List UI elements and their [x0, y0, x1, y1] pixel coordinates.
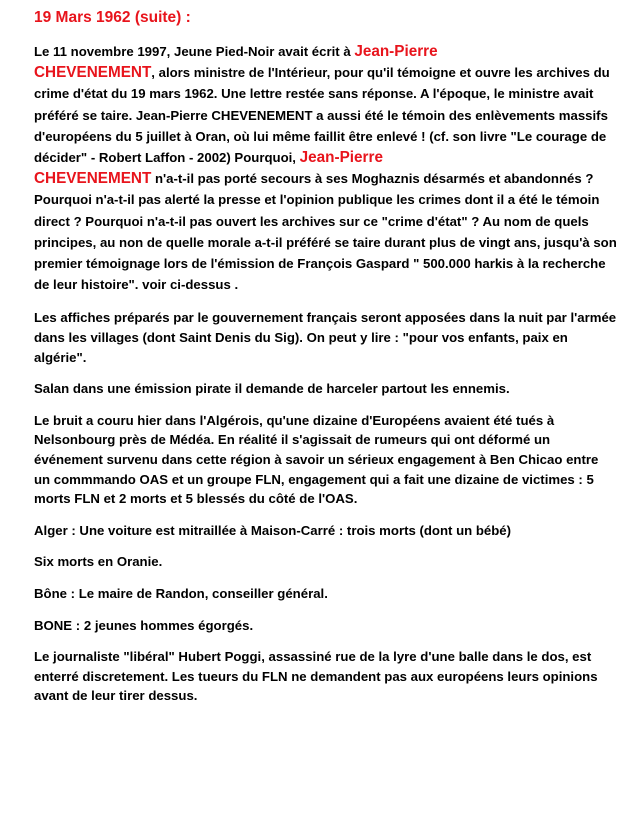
paragraph-chevenement	[34, 41, 617, 295]
paragraph-oranie: Six morts en Oranie.	[34, 554, 163, 570]
paragraph-text: Le 11 novembre 1997, Jeune Pied-Noir avait écrit à	[34, 44, 355, 59]
paragraph-text: , alors ministre de l'Intérieur, pour qu'il témoigne et ouvre les archives du crime d'état du 19 mars 1962. Une lettre restée sans réponse. A l'époque, le ministre avait préféré se taire. Jean-Pierre CHEVENEMENT a aussi été le témoin des enlèvements massifs d'européens du 5 juillet à Oran, où lui même faillit être enlevé ! (cf. son livre "Le courage de décider" - Robert Laffon - 2002) Pourquoi,	[34, 65, 610, 166]
paragraph-alger: Alger : Une voiture est mitraillée à Maison-Carré : trois morts (dont un bébé)	[34, 522, 512, 538]
paragraph-poggi: Le journaliste "libéral" Hubert Poggi, assassiné rue de la lyre d'une balle dans le dos, est enterré discretement. Les tueurs du FLN ne demandent pas aux européens leurs opinions avant de leur tirer dessus.	[34, 649, 598, 704]
highlighted-name: CHEVENEMENT	[34, 64, 152, 82]
highlighted-name: Jean-Pierre	[354, 43, 438, 60]
page-title: 19 Mars 1962 (suite) :	[34, 9, 191, 26]
paragraph-bone-maire: Bône : Le maire de Randon, conseiller général.	[34, 585, 328, 601]
highlighted-name: Jean-Pierre	[299, 149, 383, 167]
highlighted-name: CHEVENEMENT	[34, 170, 152, 188]
paragraph-nelsonbourg: Le bruit a couru hier dans l'Algérois, qu'une dizaine d'Européens avaient été tués à Nelsonbourg près de Médéa. En réalité il s'agissait de rumeurs qui ont déformé un événement survenu dans cette région à savoir un sérieux engagement à Ben Chicao entre un commmando OAS et un groupe FLN, engagement qui a fait une dizaine de victimes : 5 morts FLN et 2 morts et 5 blessés du côté de l'OAS.	[34, 412, 599, 507]
paragraph-bone-egorges: BONE : 2 jeunes hommes égorgés.	[34, 617, 254, 633]
paragraph-salan: Salan dans une émission pirate il demande de harceler partout les ennemis.	[34, 381, 510, 397]
paragraph-text: n'a-t-il pas porté secours à ses Moghaznis désarmés et abandonnés ? Pourquoi n'a-t-il pas alerté la presse et l'opinion publique les crimes dont il a été le témoin direct ? Pourquoi n'a-t-il pas ouvert les archives sur ce "crime d'état" ? Au nom de quels principes, au non de quelle morale a-t-il préféré se taire durant plus de vingt ans, jusqu'à son premier témoignage lors de l'émission de François Gaspard " 500.000 harkis à la recherche de leur histoire". voir ci-dessus .	[34, 171, 617, 293]
paragraph-affiches: Les affiches préparés par le gouvernement français seront apposées dans la nuit par l'armée dans les villages (dont Saint Denis du Sig). On peut y lire : "pour vos enfants, paix en algérie".	[34, 310, 617, 365]
